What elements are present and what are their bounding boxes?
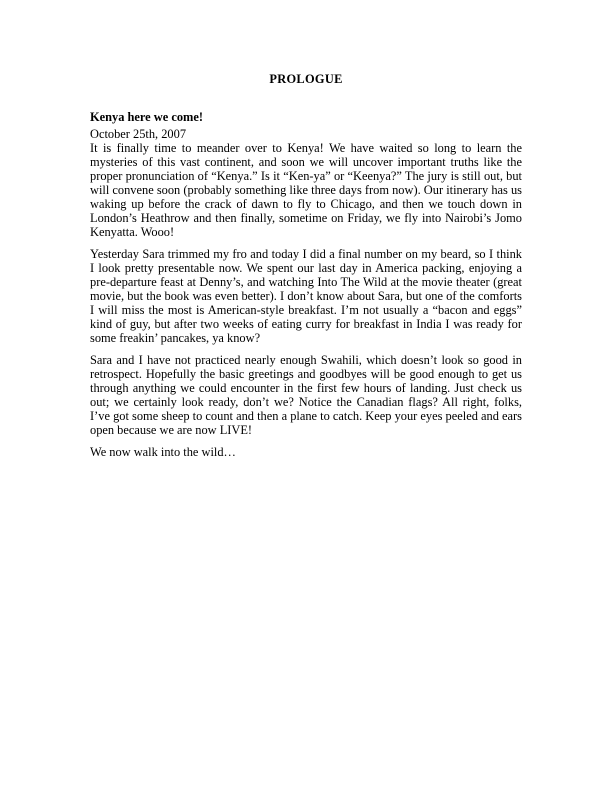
entry-heading: Kenya here we come! — [90, 110, 203, 124]
closing-line: We now walk into the wild… — [90, 445, 236, 459]
chapter-title: PROLOGUE — [269, 72, 343, 86]
paragraph-3: Sara and I have not practiced nearly enough Swahili, which doesn’t look so good in retrospect. Hopefully the basic greetings and goodbyes will be good enough to get us through anything we could encounter in the first few hours of landing. Just check us out; we certainly look ready, don’t we? Notice the Canadian flags? All right, folks, I’ve got some sheep to count and then a plane to catch. Keep your eyes peeled and ears open because we are now LIVE! — [90, 353, 522, 437]
paragraph-1: It is finally time to meander over to Kenya! We have waited so long to learn the mysteries of this vast continent, and soon we will uncover important truths like the proper pronunciation of “Kenya.” Is it “Ken-ya” or “Keenya?” The jury is still out, but will convene soon (probably something like three days from now). Our itinerary has us waking up before the crack of dawn to fly to Chicago, and then we touch down in London’s Heathrow and then finally, sometime on Friday, we fly into Nairobi’s Jomo Kenyatta. Wooo! — [90, 141, 522, 239]
entry-date: October 25th, 2007 — [90, 127, 187, 141]
paragraph-2: Yesterday Sara trimmed my fro and today I did a final number on my beard, so I think I look pretty presentable now. We spent our last day in America packing, enjoying a pre-departure feast at Denny’s, and watching Into The Wild at the movie theater (great movie, but the book was even better). I don’t know about Sara, but one of the comforts I will miss the most is American-style breakfast. I’m not usually a “bacon and eggs” kind of guy, but after two weeks of eating curry for breakfast in India I was ready for some freakin’ pancakes, ya know? — [90, 247, 522, 345]
